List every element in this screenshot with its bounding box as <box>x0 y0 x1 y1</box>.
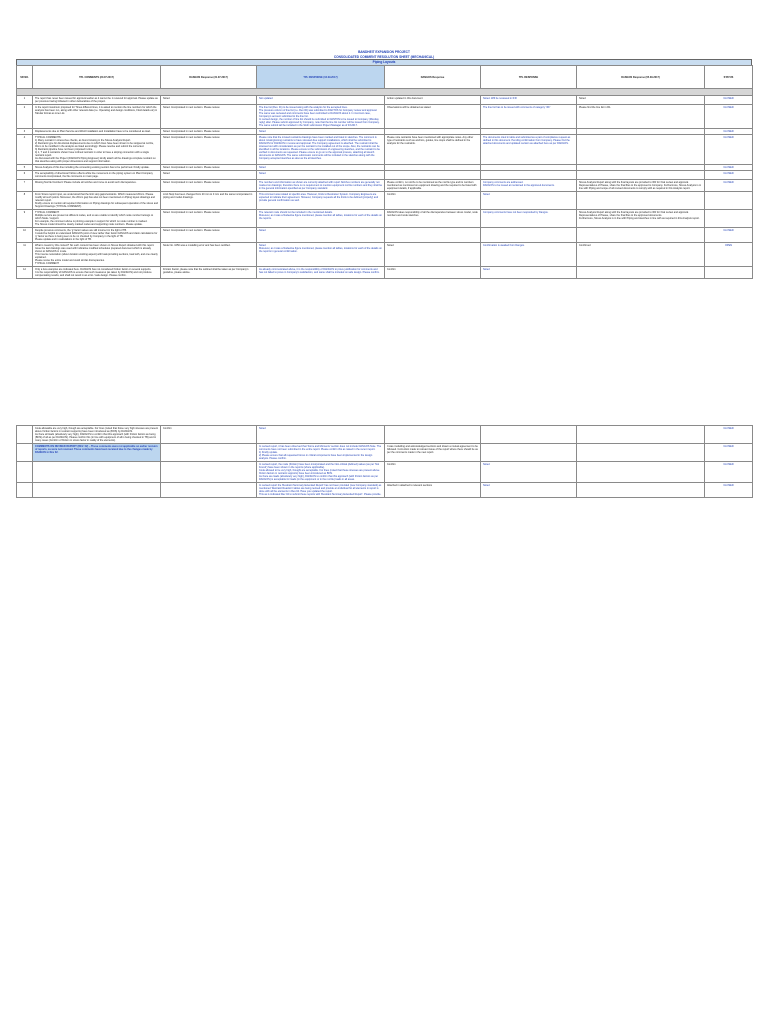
cell-status: CLOSED <box>705 171 753 180</box>
cell-dangos-response-2: Noted <box>385 243 481 267</box>
cell-sr-no: 7 <box>17 180 33 192</box>
cell-tpl-response-2: Company comments are addressed. DANGOS to be issued at mentioned in the approved documents. <box>481 180 577 192</box>
cell-tpl-response-2: The line list has to be issued with comments of category 'IFF' <box>481 105 577 129</box>
cell-tpl-response-2 <box>481 444 577 462</box>
cell-sr-no: 10 <box>17 228 33 243</box>
cell-dangos-response: Friction Factor, please note that the outlined shall be taken as per Company's guideline, please advise. <box>161 267 257 279</box>
table-row <box>17 105 753 129</box>
document-subtitle: CONSOLIDATED COMMENT RESOLUTION SHEET (MECHANICAL) <box>333 54 435 59</box>
cell-sr-no: 8 <box>17 192 33 210</box>
cell-tpl-response: The line list (Rev. 01) to be issued along with the analysis for the accepted lines. The pressure column of line list (i.e. Rev 00) was submitted to DANTOS for Company review and approval. The same was reviewed and comments have been submitted to DANGOS about it. In incorrect case, Company's account submitted to the line list. In revised design, the number of line list should be submitted to DANTOS to be issued to Company (Monday reply) after. Please submit approved by Company, note that the line list number will be issued from Company. The same submit will be included in the Sixth submission Project Manager as of 03.2017. <box>257 105 385 129</box>
cell-tpl-comment: Missing Nozzle Numbers! Please include all nozzles and move to avoid such discrepancies. <box>33 180 161 192</box>
cell-tpl-response: Noted Moreover, as it was a Nodewise figure mentioned, please mention all tables, locations for each of the details on the reports in general confirmation. <box>257 243 385 267</box>
cell-sr-no <box>17 483 33 498</box>
cell-sr-no: 12 <box>17 267 33 279</box>
cell-tpl-response: Noted <box>257 165 385 171</box>
cell-dangos-response-2: Confirm <box>385 462 481 483</box>
comment-resolution-sheet <box>16 50 752 498</box>
cell-tpl-response: In revised report, it has been observed that 'Force and Moments' section does not include DANGOS Note. The comments have not been submitted in the entire report. Please confirm this as raised in the recent report. 1) Kindly update. 2) Please ensure that all requested forces in critical components have been implemented in the design analysis. Please confirm. <box>257 444 385 462</box>
cell-tpl-response-2: Company comments have not been responded by Dangos. <box>481 210 577 228</box>
cell-tpl-response: Not updated <box>257 96 385 105</box>
table-body-1 <box>17 89 753 279</box>
cell-dangos-response-3: Stress Analysis Report along with the final layouts are provided to IFR for final review and approval. Representatives of Please, share the final files to the approved documents. Furthermore, Stress Analysis is in line with Piping and sketches in line with as required in this Analysis report. <box>577 210 705 228</box>
cell-dangos-response-3 <box>577 426 705 444</box>
cell-tpl-comment: Only a few examples are indicated here. DANGOS has not considered friction factor on several supports. It is the responsibility of DANGOS to ensure that such measures (as taken by DANGOS) and not produce compensating results, and shall not result in an error / safe design. Please confirm. <box>33 267 161 279</box>
document-title: BANDHEIT EXPANSION PROJECT <box>358 50 410 54</box>
cell-dangos-response-2: Attached in attached to relevant sections <box>385 483 481 498</box>
cell-dangos-response-2: Please note restraints have been mentioned with appropriate notes. Any other type of restraints such as anchors, guides, line stops shall be defined in the analysis for the restraints. <box>385 135 481 165</box>
cell-status: CLOSED <box>705 96 753 105</box>
cell-tpl-comment: Code allowable are very high, though are acceptable. For lines (noted that those very high stresses are present above friction factors in restraint supports) have been introduced as (BOS) by DANGOS. As there all loads (absolutely very high), DANGOS to confirm that this approach (with friction factors as being (BOS) of all as per DANGOS). Please confirm this (in line with equipment of all is being checked in TB) and in many cases (Confirm of friction in stress factor in reality of the elements). <box>33 426 161 444</box>
cell-sr-no <box>17 462 33 483</box>
cell-tpl-comment <box>33 462 161 483</box>
cell-status <box>705 267 753 279</box>
cell-tpl-response-2: Noted <box>481 462 577 483</box>
table-row <box>17 267 753 279</box>
cell-dangos-response: Node No. 1050 was a modelling error and has been rectified. <box>161 243 257 267</box>
cell-tpl-response-2: Noted <box>481 483 577 498</box>
cell-dangos-response-3 <box>577 444 705 462</box>
cell-dangos-response: Noted. Incorporated in next revision. Please review. <box>161 135 257 165</box>
header-row <box>17 66 753 89</box>
col-header: DANGOS Response (31.07.2017) <box>161 66 257 89</box>
cell-tpl-comment: From Stress report input, we understood that the limit stop gaps/restraints. Which measured 20mm. Please modify all such points. Moreover, the 20mm gap has also not been mentioned on Piping layout drawings and relevant report. Kindly ensure to mention all required information on Piping drawings for subsequent operation of the stress and Support Drawings (TYPICAL COMMENT). <box>33 192 161 210</box>
cell-status <box>705 210 753 228</box>
cell-tpl-comment: What is meant by this content? No such content has been shown on Stress Report obtained with this report. Issue the last drawings was used with Indicative modified schedules prepared document which is already shown to DANGOS in mode. This inverse restoration (about duration working aspect) with load-providing sections, load with, and one clearly explained. Please revise the entire model and avoid similar discrepancies. TYPICAL COMMENT <box>33 243 161 267</box>
cell-dangos-response <box>161 462 257 483</box>
cell-sr-no: 11 <box>17 243 33 267</box>
cell-dangos-response: Noted. Incorporated in next revision. Please review. <box>161 180 257 192</box>
cell-tpl-response-2 <box>481 426 577 444</box>
cell-dangos-response-2: Action updated in this document <box>385 96 481 105</box>
col-header: TPL COMMENTS (20.07.2017) <box>33 66 161 89</box>
cell-dangos-response <box>161 483 257 498</box>
cell-dangos-response: Noted. Incorporated in next revision. Please review. <box>161 165 257 171</box>
cell-sr-no: 4 <box>17 135 33 165</box>
cell-tpl-response: In revised report the 'Restraint Summary Extended Report' has not been provided (new Company standard) as mentioned 'Restraint Reaction' tables are being revised and provide an individual for all elements in report is done with all the elements in Rev.04. Have you updated the report. This as is indicated Rev 04 to submit these reports with 'Restraint Summary Extended Report'. Please provide. <box>257 483 385 498</box>
cell-tpl-response: Noted <box>257 129 385 135</box>
cell-status <box>705 192 753 210</box>
table-row <box>17 96 753 105</box>
cell-tpl-comment: TYPICAL COMMENTS: 1) Many restraint in stress-free checks, as found missing in the Stress Analysis Report. 2) Restraint type for directional displacements due to which lines have been shown to be stopped at nozzle, this is to be modified in the analysis as listed accordingly. Please resolve and submit the corrected. 3) Restraint pipeline have not been proposed in-line. 4) 1, T and 2 restraints shown have inclined restraint in order to have a sloping connection with a single restraint report. As discussed with the Project (DANGOS Piping Engineer) kindly attach all the drawings complete restraint so that sketches along with proper dimensions and support information. <box>33 135 161 165</box>
cell-tpl-response: The relevant node should not be included in the mentioned details. Moreover, as it was a Nodewise figure mentioned, please mention all tables, locations for each of the details on the reports. <box>257 210 385 228</box>
cell-tpl-response: In revised report, the node (friction) have been incorporated and the Non-critical (defined) values (as per 'Not Found') have been shown in the reports (where applicable). Code allowed to be very high, thought are acceptable. For lines (noted that these stresses are present above friction factors in restraint supports) have been introduced as BOS. As there are loads (absolutely very high), DANGOS to confirm that this approach (with friction factors as per DANGOS) is acceptable for loads (in the equipment or in the nozzle) loads in all areas. <box>257 462 385 483</box>
cell-tpl-response-2 <box>481 228 577 243</box>
table-row <box>17 135 753 165</box>
table-row <box>17 171 753 180</box>
cell-tpl-comment: Displacements due to Plant Service and Weld Installation and Installation have to be considered as load. <box>33 129 161 135</box>
table-row <box>17 462 753 483</box>
cell-status: CLOSED <box>705 444 753 462</box>
cell-tpl-comment: In the report maximum proposed for Times different lines, it is asked to mention the line numbers for which the analysis has been run, along with other relevant data (i.e. Operating and design conditions, Fluid details etc) in Tabular format as Line List. <box>33 105 161 129</box>
cell-dangos-response-3: Noted <box>577 96 705 105</box>
cell-dangos-response: Limit Stop has been changed from 20 mm to 0 mm and the same incorporated in piping and model drawings. <box>161 192 257 210</box>
cell-tpl-comment: TYPICAL COMMENT: Multiple service are present at different nodes, and so are unable to identify which node number belongs to which Node / support. For example, the comment above is printing example in support for which no node number is marked. The Stress model should be clearly marked nodes and supporting node numbers. Please update. <box>33 210 161 228</box>
cell-tpl-comment <box>33 483 161 498</box>
cell-dangos-response-3: Confirmed <box>577 243 705 267</box>
cell-dangos-response-3 <box>577 462 705 483</box>
section-title: Piping Layouts <box>16 59 752 65</box>
table-row <box>17 483 753 498</box>
cell-tpl-response-2: The documents cited in table and submitted as a part of compliance request as defined in this document. Pending confirmation from Company. Please find the attached documents and updated revision as attached here as per DANGOS. <box>481 135 577 165</box>
cell-dangos-response-2 <box>385 426 481 444</box>
cell-status: CLOSED <box>705 135 753 165</box>
cell-dangos-response: Noted <box>161 96 257 105</box>
cell-dangos-response-2 <box>385 228 481 243</box>
cell-dangos-response: Noted. Incorporated in next revision. Please review. <box>161 210 257 228</box>
table-row <box>17 210 753 228</box>
cell-tpl-comment: Despite previous comments, the 'g' factor values are still incorrect in the light of TB. It would be helpful to understand DANGOS point of view rather than factor DANGOS and claim calculations for 'g' factor as there is being seen to be no checked by Company in the light of TB. Please update and in calculations in the light of TB. <box>33 228 161 243</box>
cell-dangos-response: Noted <box>161 171 257 180</box>
cell-dangos-response-3 <box>577 228 705 243</box>
cell-dangos-response-3: Stress Analysis Report along with the final layouts are provided to IFR for final review and approval. Representatives of Please, share the final files to the approved to Company. Furthermore, Stress Analysis is in line with Piping and scope of all revised documents to comply with as required in this Analysis report. <box>577 180 705 192</box>
comment-table <box>16 65 753 279</box>
col-header: DANGOS Response <box>385 66 481 89</box>
cell-status: CLOSED <box>705 483 753 498</box>
cell-sr-no: 2 <box>17 105 33 129</box>
cell-sr-no: 3 <box>17 129 33 135</box>
cell-sr-no: 9 <box>17 210 33 228</box>
cell-status: OPEN <box>705 243 753 267</box>
cell-dangos-response <box>161 444 257 462</box>
cell-dangos-response-2: Observations will be obtained as stated <box>385 105 481 129</box>
cell-tpl-response: The numbers and information as shown are currently attached with report Nozzles numbers are generally not marked on drawings; therefore there is no requirement to mention equipment nozzle numbers and they shall be in the general information specified as per Company standard. <box>257 180 385 192</box>
cell-dangos-response-2 <box>385 171 481 180</box>
cell-tpl-response-2: Noted <box>481 192 577 210</box>
table-row <box>17 228 753 243</box>
cell-tpl-response: As already communicated above, it is the responsibility of DANGOS to prove justification for comments and has not failed to prove in Company's satisfaction, and same shall be included on safe design. Please confirm. <box>257 267 385 279</box>
comment-table-continued <box>16 425 753 498</box>
cell-status: CLOSED <box>705 426 753 444</box>
cell-tpl-response: Noted <box>257 426 385 444</box>
table-row <box>17 426 753 444</box>
col-header: STATUS <box>705 66 753 89</box>
cell-status: CLOSED <box>705 228 753 243</box>
cell-tpl-response-2 <box>481 171 577 180</box>
cell-status: CLOSED <box>705 105 753 129</box>
cell-dangos-response-3 <box>577 267 705 279</box>
cell-tpl-comment: The acceptability of directional friction effects while line movement on the piping system on Plant Company comments incorporated, the file comments on main page. <box>33 171 161 180</box>
cell-status: CLOSED <box>705 180 753 192</box>
cell-sr-no <box>17 426 33 444</box>
cell-dangos-response-2: Confirm <box>385 267 481 279</box>
cell-dangos-response: Noted. Incorporated in next revision. Please review. <box>161 228 257 243</box>
cell-tpl-response-2: Noted <box>481 267 577 279</box>
cell-status: CLOSED <box>705 462 753 483</box>
cell-dangos-response-2: It was modelling and acknowledged sections and drawn a mutual agreement to be followed. Correction made to relevant issue of the report where there should be as per the comments made in the new report. <box>385 444 481 462</box>
table-body-2 <box>17 426 753 498</box>
cell-tpl-response: Noted <box>257 228 385 243</box>
cell-tpl-comment: COMMENTS ON REVISED REPORT (REV. 02) – These comments were not applicable on earlier revision of reports, as were not received. These comments have been received due to the changes made by DANGOS in Rev 02. <box>33 444 161 462</box>
table-row <box>17 243 753 267</box>
cell-sr-no: 5 <box>17 165 33 171</box>
cell-dangos-response-3: Please find the line list in R1. <box>577 105 705 129</box>
cell-dangos-response: Noted. Incorporated in next revision. Please review. <box>161 129 257 135</box>
cell-sr-no: 1 <box>17 96 33 105</box>
cell-dangos-response-3 <box>577 135 705 165</box>
cell-tpl-response-2: Confirmation is awaited from Dangos. <box>481 243 577 267</box>
col-header: TPL RESPONSE <box>481 66 577 89</box>
cell-dangos-response: Confirm <box>161 426 257 444</box>
cell-tpl-response: This comment was related to specific area. However, limits to Restrainer System. Company Engineers are expected to indicate their agreement. However, Company requests all the limits to be defined (properly) and provide general confirmation as well. <box>257 192 385 210</box>
cell-dangos-response-2: Confirm <box>385 192 481 210</box>
cell-dangos-response: Noted. Incorporated in next revision. Please review. <box>161 105 257 129</box>
cell-sr-no: 6 <box>17 171 33 180</box>
table-row <box>17 180 753 192</box>
cell-tpl-response-2: Noted. Will be reviewed in IFR <box>481 96 577 105</box>
cell-tpl-comment: The report has never been issued for approval earlier as it cannot be 1 received for approval. Please update as per previous tracing followed in other deliverables of the project. <box>33 96 161 105</box>
table-row <box>17 444 753 462</box>
col-header: DANGOS Response (05.09.2017) <box>577 66 705 89</box>
cell-tpl-response: Please note that the missed restraints drawings have been marked and listed in sketches. The comment is about missing/wrong restraints to have stressed-free support installations, which shall be submitted to DANGOS for DANGOS in review and approval. The Company agreement is attached. The restraint shall be stressed out with consideration as per the restraint to be installed out of the scope. Also, the restraints can be identified in all the locations. Please ensure to the submission of engineering sketches, and the restraint to be verified in documents as requested. Please ensure to go on to the approval process, attaching all sketch documents to DANGOS. The same submission comments will be included in the sketches along with the Company accepted sketches as also as the all sketches. <box>257 135 385 165</box>
col-header: TPL RESPONSE (04.09.2017) <box>257 66 385 89</box>
cell-tpl-response: Noted <box>257 171 385 180</box>
cell-dangos-response-3 <box>577 192 705 210</box>
cell-dangos-response-2: Please confirm, no nozzle to be mentioned as the nozzle type and its numbers mentioned as mentioned on equipment drawing and the required to be listed with equipment details, if applicable. <box>385 180 481 192</box>
cell-status: CLOSED <box>705 129 753 135</box>
col-header: SR NO. <box>17 66 33 89</box>
cell-tpl-comment: Stress Analysis of this line including the connecting existing section has to be performed. Kindly update. <box>33 165 161 171</box>
cell-dangos-response-2: DANGOS takes responsibility of all the discrepancies between stress model, node numbers and node sketches. <box>385 210 481 228</box>
cell-dangos-response-3 <box>577 171 705 180</box>
cell-status: CLOSED <box>705 165 753 171</box>
cell-dangos-response-3 <box>577 483 705 498</box>
spacer-row <box>17 89 753 96</box>
table-row <box>17 192 753 210</box>
cell-sr-no <box>17 444 33 462</box>
